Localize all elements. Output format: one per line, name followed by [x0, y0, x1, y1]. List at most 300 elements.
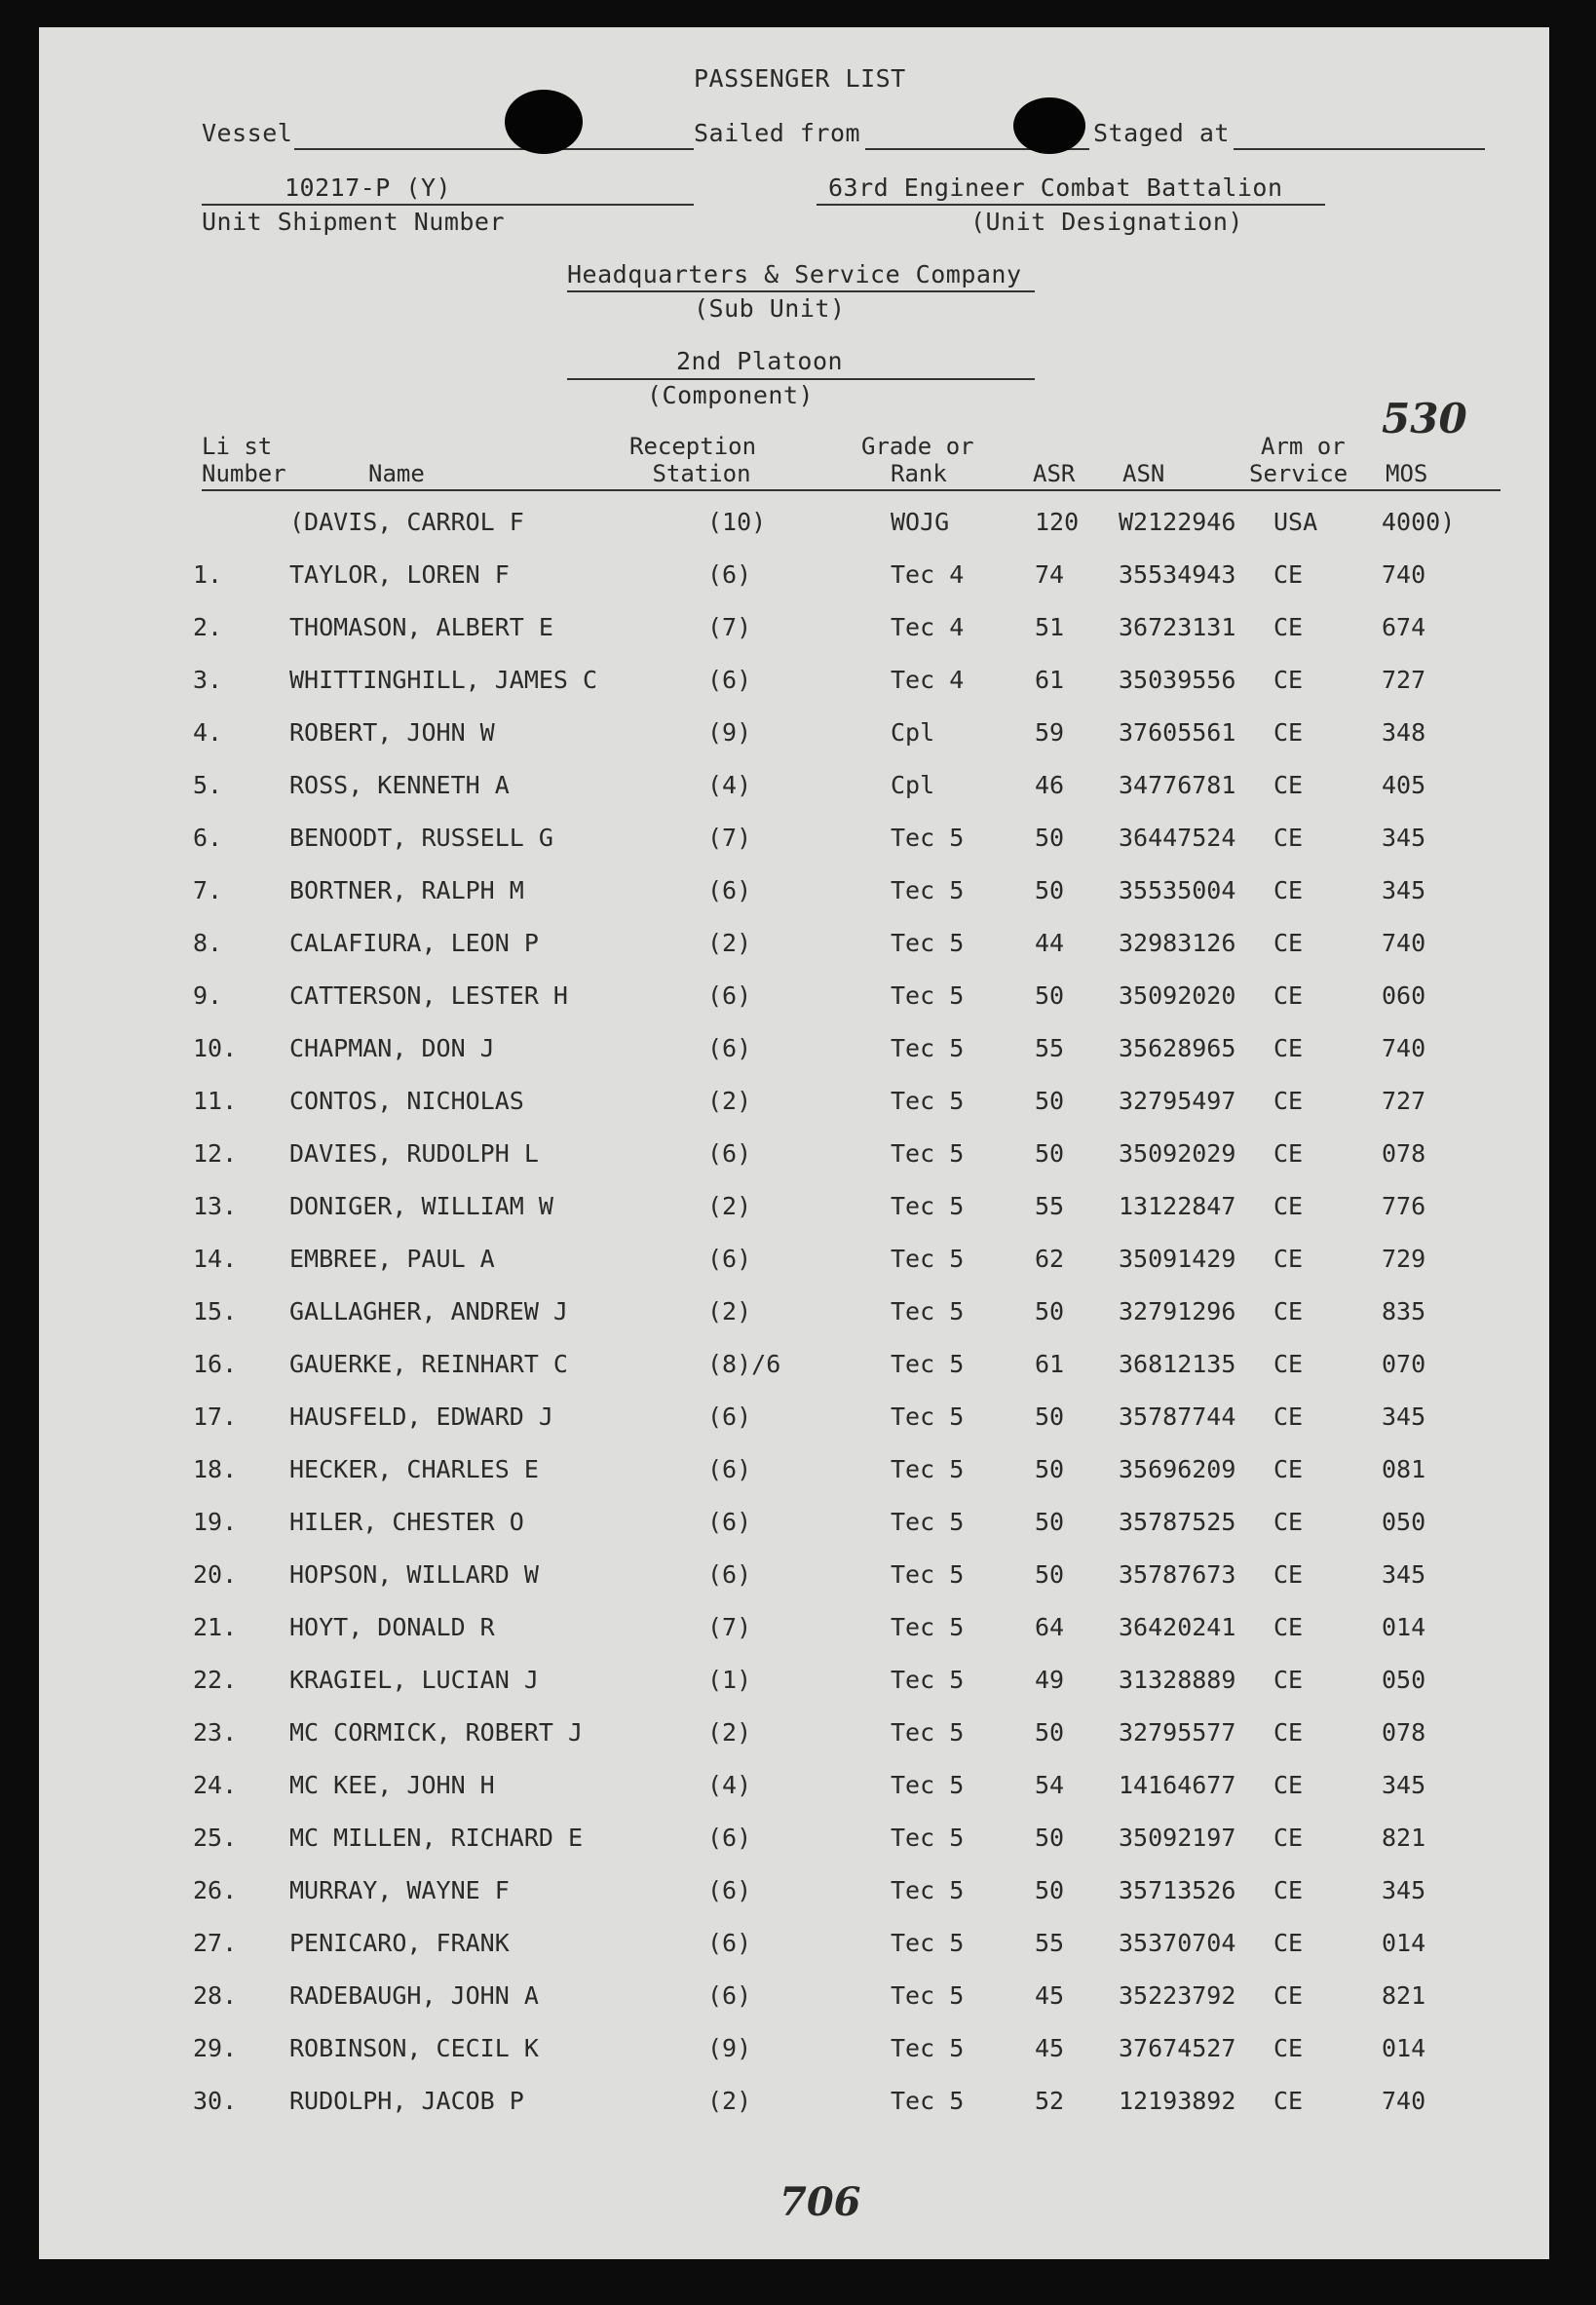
row-reception-station: (8)/6	[707, 1350, 781, 1378]
table-row	[0, 981, 1596, 1020]
row-asr: 50	[1035, 981, 1065, 1010]
row-number: 19.	[193, 1508, 238, 1536]
row-mos: 4000)	[1382, 508, 1456, 536]
row-reception-station: (6)	[707, 1139, 752, 1168]
row-number: 11.	[193, 1087, 238, 1115]
row-grade: Tec 5	[891, 1929, 965, 1957]
row-asr: 120	[1035, 508, 1080, 536]
row-asn: 35628965	[1119, 1034, 1236, 1062]
staged-at-label: Staged at	[1093, 119, 1230, 147]
table-row	[0, 508, 1596, 547]
row-arm-service: CE	[1273, 613, 1304, 641]
row-asr: 45	[1035, 2034, 1065, 2062]
row-grade: Tec 5	[891, 2087, 965, 2115]
unit-shipment-number: 10217-P (Y)	[285, 173, 452, 202]
row-asr: 50	[1035, 876, 1065, 904]
row-name: HOPSON, WILLARD W	[289, 1560, 539, 1589]
row-asr: 50	[1035, 1718, 1065, 1747]
row-grade: Tec 5	[891, 1139, 965, 1168]
row-grade: Tec 5	[891, 929, 965, 957]
row-reception-station: (7)	[707, 613, 752, 641]
header-arm-service	[1249, 433, 1348, 487]
row-mos: 729	[1382, 1245, 1426, 1273]
row-asr: 50	[1035, 1402, 1065, 1431]
row-mos: 821	[1382, 1824, 1426, 1852]
row-asr: 52	[1035, 2087, 1065, 2115]
header-line: Service	[1249, 460, 1349, 487]
row-number: 14.	[193, 1245, 238, 1273]
row-reception-station: (6)	[707, 1034, 752, 1062]
row-name: ROBINSON, CECIL K	[289, 2034, 539, 2062]
row-mos: 740	[1382, 560, 1426, 589]
row-asr: 50	[1035, 1139, 1065, 1168]
row-asr: 50	[1035, 824, 1065, 852]
row-arm-service: CE	[1273, 1402, 1304, 1431]
row-mos: 727	[1382, 666, 1426, 694]
row-asn: 35696209	[1119, 1455, 1236, 1483]
row-asn: 36723131	[1119, 613, 1236, 641]
row-name: HOYT, DONALD R	[289, 1613, 495, 1641]
header-reception-station	[629, 433, 756, 487]
row-reception-station: (6)	[707, 1245, 752, 1273]
row-name: CALAFIURA, LEON P	[289, 929, 539, 957]
row-mos: 078	[1382, 1139, 1426, 1168]
row-asn: 35223792	[1119, 1981, 1236, 2010]
table-row	[0, 2087, 1596, 2126]
row-asn: 35787744	[1119, 1402, 1236, 1431]
row-reception-station: (1)	[707, 1666, 752, 1694]
row-mos: 405	[1382, 771, 1426, 799]
handwritten-page-number: 530	[1382, 395, 1467, 442]
row-mos: 050	[1382, 1508, 1426, 1536]
row-mos: 345	[1382, 824, 1426, 852]
header-mos: MOS	[1386, 460, 1428, 487]
row-grade: Tec 5	[891, 1034, 965, 1062]
row-arm-service: CE	[1273, 824, 1304, 852]
header-name: Name	[368, 460, 425, 487]
row-name: RUDOLPH, JACOB P	[289, 2087, 524, 2115]
row-number: 28.	[193, 1981, 238, 2010]
vessel-label: Vessel	[202, 119, 293, 147]
row-arm-service: CE	[1273, 1666, 1304, 1694]
row-mos: 014	[1382, 2034, 1426, 2062]
row-mos: 345	[1382, 876, 1426, 904]
row-asr: 55	[1035, 1034, 1065, 1062]
row-number: 8.	[193, 929, 223, 957]
row-name: GALLAGHER, ANDREW J	[289, 1297, 568, 1325]
row-asn: 35092020	[1119, 981, 1236, 1010]
row-number: 1.	[193, 560, 223, 589]
row-grade: Tec 5	[891, 1560, 965, 1589]
row-asn: 35092029	[1119, 1139, 1236, 1168]
row-name: RADEBAUGH, JOHN A	[289, 1981, 539, 2010]
unit-designation: 63rd Engineer Combat Battalion	[828, 173, 1283, 202]
component: 2nd Platoon	[676, 347, 844, 375]
row-reception-station: (6)	[707, 1929, 752, 1957]
header-underline	[202, 489, 1501, 491]
row-reception-station: (2)	[707, 1087, 752, 1115]
table-row	[0, 613, 1596, 652]
row-asn: 14164677	[1119, 1771, 1236, 1799]
row-reception-station: (2)	[707, 929, 752, 957]
table-row	[0, 1718, 1596, 1757]
row-name: HAUSFELD, EDWARD J	[289, 1402, 553, 1431]
row-mos: 050	[1382, 1666, 1426, 1694]
row-asn: 35535004	[1119, 876, 1236, 904]
row-name: CATTERSON, LESTER H	[289, 981, 568, 1010]
row-arm-service: CE	[1273, 1508, 1304, 1536]
row-grade: Tec 5	[891, 1508, 965, 1536]
header-asr: ASR	[1033, 460, 1076, 487]
row-arm-service: CE	[1273, 1455, 1304, 1483]
row-arm-service: CE	[1273, 718, 1304, 747]
table-row	[0, 771, 1596, 810]
row-arm-service: CE	[1273, 981, 1304, 1010]
row-asn: 37674527	[1119, 2034, 1236, 2062]
row-reception-station: (9)	[707, 2034, 752, 2062]
table-row	[0, 1876, 1596, 1915]
row-asr: 50	[1035, 1508, 1065, 1536]
row-grade: Tec 5	[891, 1771, 965, 1799]
row-arm-service: CE	[1273, 1245, 1304, 1273]
row-grade: Tec 4	[891, 560, 965, 589]
row-mos: 740	[1382, 929, 1426, 957]
table-row	[0, 1981, 1596, 2020]
row-arm-service: CE	[1273, 929, 1304, 957]
row-asn: W2122946	[1119, 508, 1236, 536]
row-name: CONTOS, NICHOLAS	[289, 1087, 524, 1115]
table-row	[0, 1508, 1596, 1547]
row-asr: 51	[1035, 613, 1065, 641]
row-grade: Tec 5	[891, 1455, 965, 1483]
row-number: 29.	[193, 2034, 238, 2062]
row-reception-station: (7)	[707, 1613, 752, 1641]
row-grade: Tec 5	[891, 1613, 965, 1641]
row-arm-service: CE	[1273, 1192, 1304, 1220]
table-row	[0, 1350, 1596, 1389]
row-name: EMBREE, PAUL A	[289, 1245, 495, 1273]
table-row	[0, 1771, 1596, 1810]
row-arm-service: CE	[1273, 1034, 1304, 1062]
row-number: 30.	[193, 2087, 238, 2115]
table-row	[0, 1034, 1596, 1073]
table-row	[0, 1666, 1596, 1705]
sub-unit-label: (Sub Unit)	[694, 294, 846, 323]
table-row	[0, 718, 1596, 757]
row-asn: 35370704	[1119, 1929, 1236, 1957]
row-asn: 35039556	[1119, 666, 1236, 694]
row-number: 18.	[193, 1455, 238, 1483]
row-asr: 64	[1035, 1613, 1065, 1641]
row-grade: Cpl	[891, 718, 935, 747]
row-arm-service: CE	[1273, 1824, 1304, 1852]
row-asn: 32795497	[1119, 1087, 1236, 1115]
row-number: 10.	[193, 1034, 238, 1062]
row-mos: 776	[1382, 1192, 1426, 1220]
row-mos: 014	[1382, 1929, 1426, 1957]
row-arm-service: CE	[1273, 2087, 1304, 2115]
row-reception-station: (2)	[707, 1297, 752, 1325]
row-arm-service: CE	[1273, 1876, 1304, 1904]
row-asn: 34776781	[1119, 771, 1236, 799]
row-name: ROSS, KENNETH A	[289, 771, 510, 799]
row-mos: 060	[1382, 981, 1426, 1010]
row-arm-service: CE	[1273, 1929, 1304, 1957]
table-row	[0, 824, 1596, 863]
row-reception-station: (6)	[707, 1876, 752, 1904]
row-reception-station: (6)	[707, 1508, 752, 1536]
row-mos: 740	[1382, 1034, 1426, 1062]
header-line: Grade or	[861, 433, 974, 460]
header-line: Li st	[202, 433, 273, 460]
row-name: HILER, CHESTER O	[289, 1508, 524, 1536]
row-number: 21.	[193, 1613, 238, 1641]
row-mos: 078	[1382, 1718, 1426, 1747]
row-grade: Tec 5	[891, 1666, 965, 1694]
row-grade: Tec 5	[891, 981, 965, 1010]
row-arm-service: CE	[1273, 876, 1304, 904]
row-reception-station: (4)	[707, 771, 752, 799]
row-number: 9.	[193, 981, 223, 1010]
table-row	[0, 1192, 1596, 1231]
table-row	[0, 1560, 1596, 1599]
row-asr: 50	[1035, 1455, 1065, 1483]
row-asr: 50	[1035, 1876, 1065, 1904]
row-number: 12.	[193, 1139, 238, 1168]
table-row	[0, 2034, 1596, 2073]
row-name: WHITTINGHILL, JAMES C	[289, 666, 598, 694]
row-mos: 014	[1382, 1613, 1426, 1641]
row-name: HECKER, CHARLES E	[289, 1455, 539, 1483]
row-mos: 081	[1382, 1455, 1426, 1483]
row-number: 5.	[193, 771, 223, 799]
row-reception-station: (6)	[707, 981, 752, 1010]
row-mos: 345	[1382, 1402, 1426, 1431]
row-reception-station: (6)	[707, 1981, 752, 2010]
row-arm-service: CE	[1273, 1350, 1304, 1378]
component-line	[567, 378, 1035, 380]
table-row	[0, 1139, 1596, 1178]
row-reception-station: (2)	[707, 2087, 752, 2115]
row-mos: 821	[1382, 1981, 1426, 2010]
row-arm-service: CE	[1273, 1087, 1304, 1115]
row-grade: Tec 5	[891, 1087, 965, 1115]
row-name: BORTNER, RALPH M	[289, 876, 524, 904]
row-asn: 37605561	[1119, 718, 1236, 747]
row-arm-service: CE	[1273, 1718, 1304, 1747]
header-line: Station	[652, 460, 751, 487]
redaction-mark	[1013, 97, 1085, 154]
unit-designation-line	[817, 204, 1325, 206]
row-reception-station: (2)	[707, 1718, 752, 1747]
header-line: Arm or	[1261, 433, 1346, 460]
row-arm-service: CE	[1273, 1139, 1304, 1168]
row-arm-service: USA	[1273, 508, 1318, 536]
row-mos: 835	[1382, 1297, 1426, 1325]
row-asr: 50	[1035, 1824, 1065, 1852]
form-title: PASSENGER LIST	[694, 64, 906, 93]
row-name: ROBERT, JOHN W	[289, 718, 495, 747]
row-asn: 35787673	[1119, 1560, 1236, 1589]
row-number: 6.	[193, 824, 223, 852]
table-row	[0, 929, 1596, 968]
row-arm-service: CE	[1273, 771, 1304, 799]
row-name: GAUERKE, REINHART C	[289, 1350, 568, 1378]
row-number: 20.	[193, 1560, 238, 1589]
row-asn: 13122847	[1119, 1192, 1236, 1220]
row-reception-station: (6)	[707, 1455, 752, 1483]
row-arm-service: CE	[1273, 666, 1304, 694]
row-reception-station: (10)	[707, 508, 767, 536]
row-number: 26.	[193, 1876, 238, 1904]
row-grade: Tec 5	[891, 1824, 965, 1852]
row-reception-station: (6)	[707, 560, 752, 589]
row-reception-station: (4)	[707, 1771, 752, 1799]
header-asn: ASN	[1122, 460, 1165, 487]
row-asr: 49	[1035, 1666, 1065, 1694]
row-name: (DAVIS, CARROL F	[289, 508, 524, 536]
row-grade: WOJG	[891, 508, 950, 536]
row-reception-station: (6)	[707, 1824, 752, 1852]
row-name: PENICARO, FRANK	[289, 1929, 510, 1957]
table-row	[0, 666, 1596, 705]
row-mos: 345	[1382, 1876, 1426, 1904]
row-arm-service: CE	[1273, 2034, 1304, 2062]
row-asr: 50	[1035, 1297, 1065, 1325]
unit-shipment-line	[202, 204, 694, 206]
row-asr: 46	[1035, 771, 1065, 799]
redaction-mark	[505, 90, 583, 154]
unit-designation-label: (Unit Designation)	[970, 208, 1243, 236]
row-number: 25.	[193, 1824, 238, 1852]
row-name: MC KEE, JOHN H	[289, 1771, 495, 1799]
row-name: DAVIES, RUDOLPH L	[289, 1139, 539, 1168]
unit-shipment-label: Unit Shipment Number	[202, 208, 506, 236]
table-row	[0, 1613, 1596, 1652]
row-asr: 45	[1035, 1981, 1065, 2010]
row-number: 2.	[193, 613, 223, 641]
table-row	[0, 1087, 1596, 1126]
row-name: TAYLOR, LOREN F	[289, 560, 510, 589]
row-name: MC CORMICK, ROBERT J	[289, 1718, 584, 1747]
row-number: 16.	[193, 1350, 238, 1378]
row-name: KRAGIEL, LUCIAN J	[289, 1666, 539, 1694]
row-asn: 35092197	[1119, 1824, 1236, 1852]
row-asn: 35534943	[1119, 560, 1236, 589]
row-name: THOMASON, ALBERT E	[289, 613, 553, 641]
table-row	[0, 1455, 1596, 1494]
row-name: BENOODT, RUSSELL G	[289, 824, 553, 852]
table-row	[0, 1824, 1596, 1863]
row-grade: Tec 5	[891, 1718, 965, 1747]
row-asn: 35787525	[1119, 1508, 1236, 1536]
row-mos: 348	[1382, 718, 1426, 747]
row-grade: Tec 5	[891, 1192, 965, 1220]
row-asn: 12193892	[1119, 2087, 1236, 2115]
sailed-from-label: Sailed from	[694, 119, 861, 147]
table-row	[0, 560, 1596, 599]
header-line: Rank	[891, 460, 947, 487]
row-asr: 50	[1035, 1087, 1065, 1115]
row-asr: 59	[1035, 718, 1065, 747]
row-asr: 44	[1035, 929, 1065, 957]
row-asr: 74	[1035, 560, 1065, 589]
row-mos: 345	[1382, 1771, 1426, 1799]
row-grade: Tec 5	[891, 1402, 965, 1431]
row-reception-station: (6)	[707, 876, 752, 904]
header-line: Reception	[629, 433, 757, 460]
table-row	[0, 1402, 1596, 1441]
row-number: 15.	[193, 1297, 238, 1325]
component-label: (Component)	[647, 381, 815, 409]
row-number: 23.	[193, 1718, 238, 1747]
header-list-number	[202, 433, 286, 487]
row-name: DONIGER, WILLIAM W	[289, 1192, 553, 1220]
sub-unit: Headquarters & Service Company	[567, 260, 1022, 288]
row-asn: 32791296	[1119, 1297, 1236, 1325]
row-mos: 070	[1382, 1350, 1426, 1378]
row-number: 17.	[193, 1402, 238, 1431]
table-row	[0, 1245, 1596, 1284]
table-row	[0, 1297, 1596, 1336]
row-grade: Tec 5	[891, 1245, 965, 1273]
row-asr: 54	[1035, 1771, 1065, 1799]
row-arm-service: CE	[1273, 1297, 1304, 1325]
row-arm-service: CE	[1273, 1613, 1304, 1641]
row-asr: 61	[1035, 1350, 1065, 1378]
row-asn: 35091429	[1119, 1245, 1236, 1273]
row-grade: Tec 5	[891, 876, 965, 904]
row-reception-station: (7)	[707, 824, 752, 852]
row-asr: 62	[1035, 1245, 1065, 1273]
row-asr: 61	[1035, 666, 1065, 694]
row-asr: 55	[1035, 1929, 1065, 1957]
row-mos: 740	[1382, 2087, 1426, 2115]
row-grade: Tec 5	[891, 824, 965, 852]
row-arm-service: CE	[1273, 1560, 1304, 1589]
row-mos: 674	[1382, 613, 1426, 641]
row-arm-service: CE	[1273, 560, 1304, 589]
row-grade: Tec 5	[891, 1876, 965, 1904]
row-reception-station: (6)	[707, 1402, 752, 1431]
row-asn: 36447524	[1119, 824, 1236, 852]
row-mos: 727	[1382, 1087, 1426, 1115]
row-arm-service: CE	[1273, 1981, 1304, 2010]
staged-at-line	[1234, 148, 1485, 150]
row-grade: Tec 4	[891, 666, 965, 694]
row-name: MC MILLEN, RICHARD E	[289, 1824, 584, 1852]
row-grade: Tec 5	[891, 1981, 965, 2010]
row-number: 3.	[193, 666, 223, 694]
row-grade: Cpl	[891, 771, 935, 799]
row-asn: 35713526	[1119, 1876, 1236, 1904]
table-row	[0, 1929, 1596, 1968]
row-mos: 345	[1382, 1560, 1426, 1589]
row-grade: Tec 5	[891, 1350, 965, 1378]
row-asr: 50	[1035, 1560, 1065, 1589]
row-asn: 32795577	[1119, 1718, 1236, 1747]
row-asn: 36420241	[1119, 1613, 1236, 1641]
row-asr: 55	[1035, 1192, 1065, 1220]
row-name: MURRAY, WAYNE F	[289, 1876, 510, 1904]
row-number: 27.	[193, 1929, 238, 1957]
header-line: Number	[202, 460, 286, 487]
row-number: 4.	[193, 718, 223, 747]
row-number: 7.	[193, 876, 223, 904]
row-reception-station: (2)	[707, 1192, 752, 1220]
row-reception-station: (6)	[707, 666, 752, 694]
row-asn: 32983126	[1119, 929, 1236, 957]
